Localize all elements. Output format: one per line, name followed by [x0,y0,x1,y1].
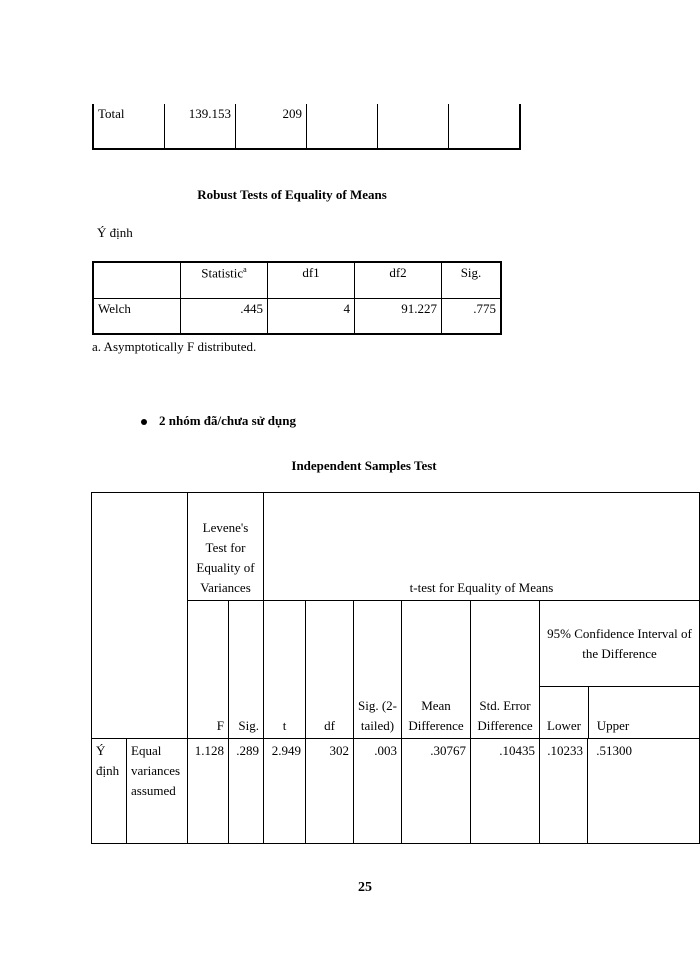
levene-header: Levene's Test for Equality of Variances [188,493,264,601]
sig-header: Sig. [229,601,264,739]
welch-df2: 91.227 [355,298,442,334]
lower-header: Lower [540,687,589,738]
row-upper: .51300 [596,743,632,758]
blank-corner-cell [92,493,188,739]
sig2-header: Sig. (2-tailed) [354,601,402,739]
row-sig2: .003 [354,739,402,844]
welch-sig: .775 [442,298,502,334]
row-f: 1.128 [188,739,229,844]
robust-table [92,261,502,335]
row-df: 302 [306,739,354,844]
row-variable: Ý định [92,739,127,844]
t-header: t [264,601,306,739]
anova-total-fragment [92,104,521,150]
row-lower: .10233 [540,739,588,843]
robust-variable: Ý định [97,225,133,240]
robust-title: Robust Tests of Equality of Means [197,187,387,202]
std-err-header: Std. Error Difference [471,601,540,739]
bullet-item [141,413,296,429]
row-mean-diff: .30767 [402,739,471,844]
ttest-header: t-test for Equality of Means [264,493,700,601]
df2-header: df2 [355,262,442,298]
page-number: 25 [358,880,372,895]
robust-footnote: a. Asymptotically F distributed. [92,339,257,354]
total-label: Total [93,104,165,149]
blank-cell [378,104,449,149]
mean-diff-header: Mean Difference [402,601,471,739]
welch-label: Welch [93,298,181,334]
df1-header: df1 [268,262,355,298]
total-sum-squares: 139.153 [165,104,236,149]
row-ci-cell [540,739,700,844]
bullet-text: 2 nhóm đã/chưa sử dụng [159,413,296,428]
total-df: 209 [236,104,307,149]
blank-cell [307,104,378,149]
statistic-header: Statistic$^a$ [181,262,268,298]
row-sig: .289 [229,739,264,844]
bullet-dot-icon [141,419,147,425]
welch-df1: 4 [268,298,355,334]
blank-cell [449,104,521,149]
row-assumption: Equal variances assumed [127,739,188,844]
row-t: 2.949 [264,739,306,844]
f-header: F [188,601,229,739]
ci-header: 95% Confidence Interval of the Difference [540,601,699,687]
independent-table [91,492,700,844]
upper-header: Upper [596,718,630,733]
sig-header: Sig. [442,262,502,298]
df-header: df [306,601,354,739]
independent-title: Independent Samples Test [291,458,437,473]
welch-statistic: .445 [181,298,268,334]
ci-cell [540,601,700,739]
blank-header-cell [93,262,181,298]
row-std-err: .10435 [471,739,540,844]
